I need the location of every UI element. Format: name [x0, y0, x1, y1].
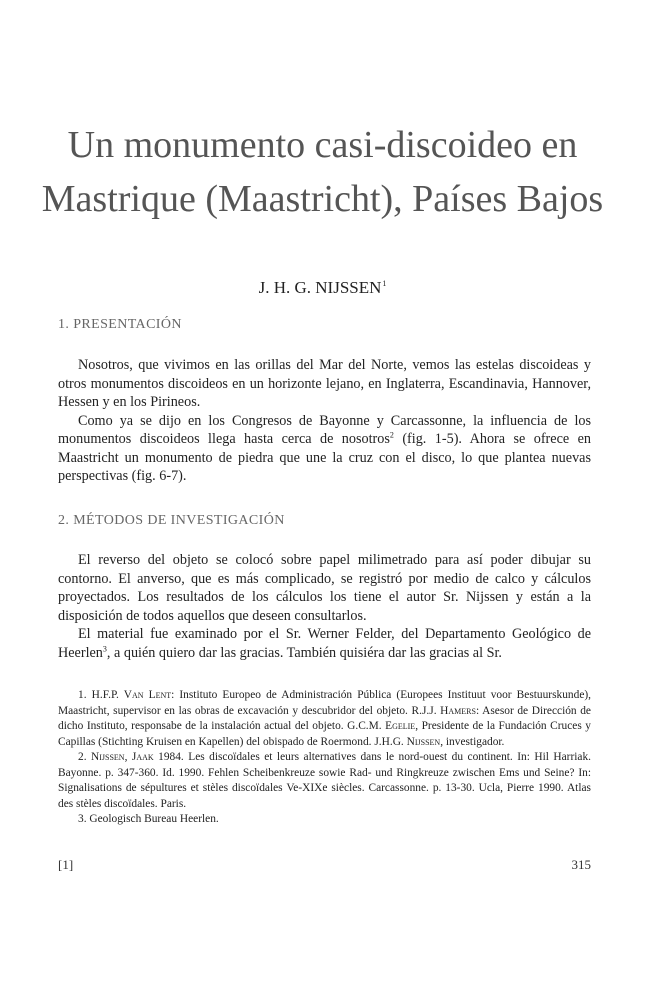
paragraph-text: Como ya se dijo en los Congresos de Bayonne y Carcassonne, la influencia de los monumentos discoideos llega hasta cerca de nosotros	[58, 412, 591, 447]
footnote-person: Nijssen, Jaak	[91, 751, 154, 763]
footnote-2	[58, 750, 591, 812]
paragraph-text: , a quién quiero dar las gracias. También quisiéra dar las gracias al Sr.	[106, 644, 502, 661]
section-heading-metodos: 2. MÉTODOS DE INVESTIGACIÓN	[58, 513, 285, 528]
paragraph	[58, 412, 591, 486]
footnote-text: , investigador.	[440, 735, 505, 748]
footnote-text: : Asesor de Dirección de dicho Instituto, responsabe de la instalación actual del objeto.	[58, 704, 591, 732]
footnote-ref[interactable]: 3	[102, 643, 107, 653]
section-heading-presentacion: 1. PRESENTACIÓN	[58, 317, 182, 332]
page-number: 315	[571, 857, 591, 872]
author-line	[0, 278, 645, 298]
footnote-3: 3. Geologisch Bureau Heerlen.	[78, 813, 219, 825]
footnote-person: R.J.J. Hamers	[411, 704, 476, 717]
author-name: J. H. G. NIJSSEN	[258, 278, 382, 297]
author-footnote-mark: 1	[382, 279, 387, 289]
section-body-metodos	[58, 551, 591, 662]
footnote-text: , Presidente de la Fundación Cruces y Capillas (Stichting Kruisen en Kapellen) del obispado de Roermond.	[58, 720, 591, 748]
footnote-number: 1.	[78, 689, 92, 701]
footnote-ref[interactable]: 2	[389, 430, 394, 440]
paragraph	[58, 625, 591, 662]
paragraph: El reverso del objeto se colocó sobre papel milimetrado para así poder dibujar su contorno. El anverso, que es más complicado, se registró por medio de calco y cálculos proyectados. Los resultados de los cálculos los tiene el autor Sr. Nijssen y están a la disposición de todos aquellos que deseen consultarlos.	[58, 552, 591, 624]
footnote-text: 1984. Les discoïdales et leurs alternatives dans le nord-ouest du continent. In: Hil Harriak. Bayonne. p. 347-360. Id. 1990. Fehlen Scheibenkreuze sowie Rad- und Ringkreuze zwischen Ems und Seine? In: Signalisations de sépultures et stèles discoïdales Ve-XIXe siècles. Carcassonne. p. 13-30. Ucla, Pierre 1990. Atlas des stèles discoïdales. Paris.	[58, 751, 592, 810]
paragraph: Nosotros, que vivimos en las orillas del Mar del Norte, vemos las estelas discoideas y otros monumentos discoideos en un horizonte lejano, en Inglaterra, Escandinavia, Hannover, Hessen y en los Pirineos.	[58, 357, 591, 410]
paragraph-text: (fig. 1-5). Ahora se ofrece en Maastricht un monumento de piedra que une la cruz con el disco, lo que plantea nuevas perspectivas (fig. 6-7).	[58, 431, 591, 484]
paragraph-text: El material fue examinado por el Sr. Werner Felder, del Departamento Geológico de Heerlen	[58, 626, 591, 661]
footnote-person: J.H.G. Nijssen	[374, 735, 441, 748]
article-title	[40, 118, 605, 226]
footnote-number: 2.	[78, 751, 92, 763]
footnote-person: H.F.P. Van Lent	[91, 689, 172, 701]
folio-left: [1]	[58, 857, 74, 872]
title-line-2: Mastrique (Maastricht), Países Bajos	[41, 178, 604, 220]
footnote-text: : Instituto Europeo de Administración Pública (Europees Instituut voor Bestuurskunde), Maastricht, supervisor en las obras de excavación y descubridor del objeto.	[58, 689, 592, 717]
section-body-presentacion	[58, 356, 591, 486]
title-line-1: Un monumento casi-discoideo en	[67, 124, 578, 166]
footnote-1	[58, 688, 591, 750]
footnote-person: G.C.M. Egelie	[347, 720, 416, 732]
footnotes	[58, 688, 591, 828]
